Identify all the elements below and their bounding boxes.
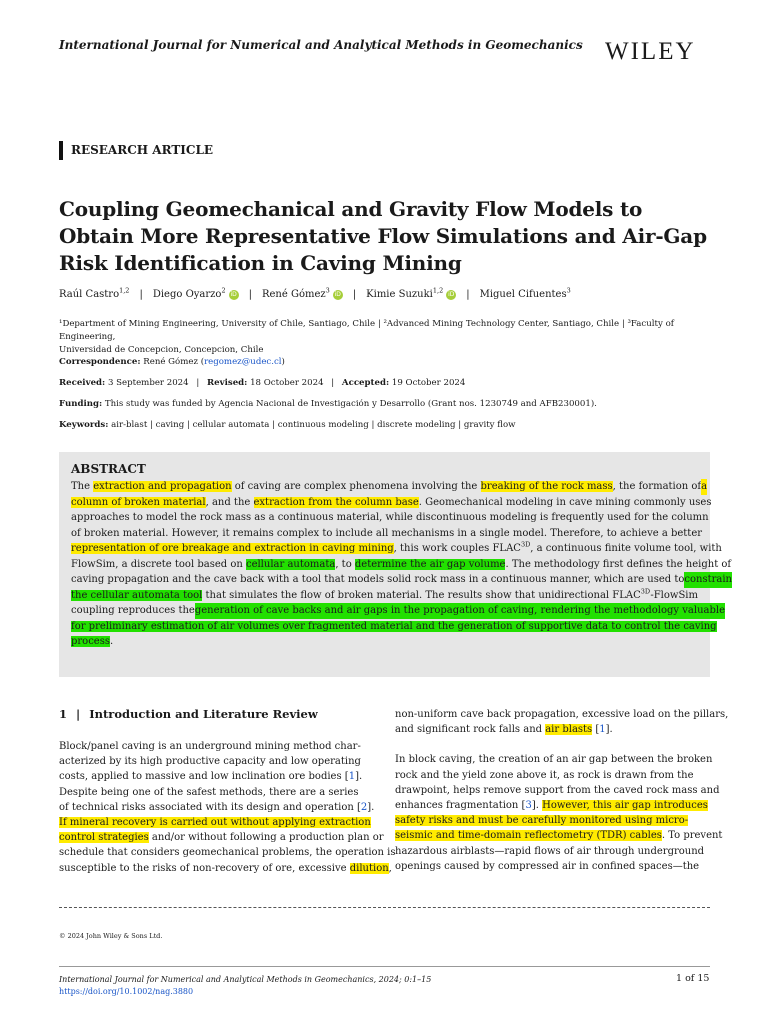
abstract-line: process. (71, 636, 114, 647)
abstract-line: the cellular automata tool that simulates the flow of broken material. The results show that unidirectional $FLAC^{3D}$ -FlowSim (71, 587, 698, 601)
text-line: acterized by its high productive capacity and low operating (59, 756, 361, 768)
citation-link[interactable]: 2 (360, 801, 368, 813)
body-column-right (395, 707, 729, 874)
citation-link[interactable]: 1 (599, 724, 606, 736)
author-separator: | (466, 289, 470, 300)
article-type-bar (59, 141, 63, 160)
text-line: In block caving, the creation of an air gap between the broken (395, 754, 713, 766)
email-link[interactable]: regomez@udec.cl (204, 357, 282, 367)
author-list (59, 286, 571, 300)
title-line: Coupling Geomechanical and Gravity Flow Models to (59, 197, 643, 221)
abstract-line: representation of ore breakage and extraction in caving mining, this work couples $FLAC^{3D}$ , a continuous finite volume tool, with (71, 540, 722, 554)
title-line: Obtain More Representative Flow Simulations and Air-Gap (59, 224, 707, 248)
text-line: seismic and time-domain reflectometry (TDR) cables. To prevent (395, 830, 723, 842)
text-line: hazardous airblasts—rapid flows of air through underground (395, 845, 705, 857)
author-gomez[interactable]: René Gómez$^3$ (261, 286, 330, 300)
copyright: © 2024 John Wiley & Sons Ltd. (59, 932, 163, 940)
publisher-logo: WILEY (605, 38, 696, 65)
section-heading: 1 | Introduction and Literature Review (59, 707, 318, 721)
text-line: of technical risks associated with its design and operation [2]. (59, 801, 375, 813)
text-line: non-uniform cave back propagation, excessive load on the pillars, (395, 709, 729, 720)
citation-link[interactable]: 1 (348, 771, 356, 783)
author-separator: | (139, 289, 143, 300)
author-castro[interactable]: Raúl Castro$^{1,2}$ (59, 286, 130, 300)
article-dates: Received: 3 September 2024 | Revised: 18 October 2024 | Accepted: 19 October 2024 (59, 378, 466, 388)
text-line: schedule that considers geomechanical problems, the operation is (59, 847, 396, 859)
text-line: susceptible to the risks of non-recovery of ore, excessive dilution, (59, 862, 392, 874)
affiliation-line: ¹Department of Mining Engineering, University of Chile, Santiago, Chile | ²Advanced Mining Technology Center, Santiago, Chile | ³Faculty of Engineering, (59, 319, 674, 342)
abstract-line: The extraction and propagation of caving are complex phenomena involving the breaking of the rock mass, the formation of a (71, 479, 698, 495)
correspondence: Correspondence: René Gómez (regomez@udec.cl) (59, 357, 285, 367)
abstract-line: column of broken material, and the extraction from the column base . Geomechanical modeling in cave mining commonly uses (71, 496, 712, 508)
text-line: drawpoint, helps remove support from the caved rock mass and (395, 784, 720, 796)
author-separator: | (352, 289, 357, 300)
affiliations (59, 318, 719, 357)
text-line: control strategies and/or without following a production plan or (59, 832, 384, 844)
author-cifuentes[interactable]: Miguel Cifuentes$^3$ (479, 286, 571, 300)
abstract-line: of broken material. However, it remains complex to include all mechanisms in a single model. Therefore, to achieve a better (71, 527, 703, 539)
author-suzuki[interactable]: Kimie Suzuki$^{1,2}$ (366, 286, 444, 300)
footer-citation: International Journal for Numerical and Analytical Methods in Geomechanics, 2024; 0:1–15 (59, 975, 432, 984)
body-column-left (59, 739, 396, 876)
author-oyarzo[interactable]: Diego Oyarzo$^2$ (152, 286, 226, 300)
article-type: RESEARCH ARTICLE (71, 143, 214, 157)
abstract-line: approaches to model the rock mass as a continuous material, while discontinuous modeling is frequently used for the column (71, 512, 709, 523)
text-line: If mineral recovery is carried out without applying extraction (59, 817, 371, 829)
abstract-line: for preliminary estimation of air volumes over fragmented material and the generation of supportive data to control the caving (71, 620, 717, 632)
paragraph-gap (395, 737, 710, 752)
text-line: openings caused by compressed air in confined spaces—the (395, 860, 700, 872)
text-line: Despite being one of the safest methods, there are a series (59, 786, 359, 798)
orcid-icon[interactable]: iD (448, 290, 455, 298)
page-number: 1 of 15 (676, 973, 710, 984)
title-line: Risk Identification in Caving Mining (59, 251, 462, 275)
abstract-heading: ABSTRACT (71, 462, 146, 476)
text-line: costs, applied to massive and low inclination ore bodies [1]. (59, 771, 363, 783)
citation-link[interactable]: 3 (525, 800, 532, 812)
text-line: and significant rock falls and air blasts [1]. (395, 724, 613, 736)
abstract-body (71, 479, 732, 650)
keywords: Keywords: air-blast | caving | cellular automata | continuous modeling | discrete modeling | gravity flow (59, 420, 516, 430)
abstract-line: caving propagation and the cave back with a tool that models solid rock mass in a continuous manner, which are used to constrain (71, 572, 698, 588)
text-line: safety risks and must be carefully monitored using micro- (395, 815, 689, 827)
orcid-icon[interactable]: iD (334, 290, 341, 298)
journal-title: International Journal for Numerical and Analytical Methods in Geomechanics (59, 38, 583, 52)
abstract-line: coupling reproduces the generation of cave backs and air gaps in the propagation of caving, rendering the methodology valuable (71, 603, 698, 619)
footnote-divider (59, 907, 710, 908)
author-separator: | (248, 289, 252, 300)
footer-rule (59, 966, 710, 967)
article-title (59, 196, 739, 277)
orcid-icon[interactable]: iD (230, 290, 237, 298)
abstract-line: FlowSim, a discrete tool based on cellular automata, to determine the air gap volume . The methodology first defines the height of (71, 558, 732, 570)
affiliation-line: Universidad de Concepcion, Concepcion, Chile (59, 345, 264, 355)
text-line: enhances fragmentation [3]. However, this air gap introduces (395, 800, 708, 812)
doi-link[interactable]: https://doi.org/10.1002/nag.3880 (59, 987, 194, 996)
text-line: rock and the yield zone above it, as rock is drawn from the (395, 769, 694, 781)
text-line: Block/panel caving is an underground mining method char- (59, 741, 361, 752)
funding: Funding: This study was funded by Agencia Nacional de Investigación y Desarrollo (Grant nos. 1230749 and AFB230001). (59, 399, 597, 409)
